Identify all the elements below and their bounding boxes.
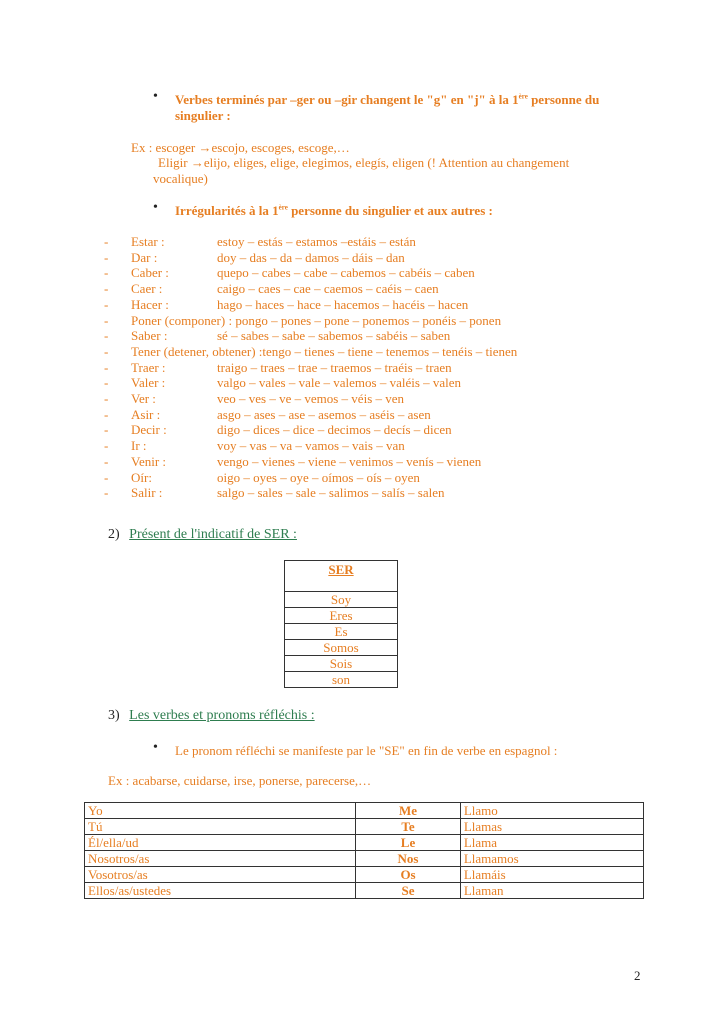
section3-heading: [108, 708, 315, 724]
dash-marker: -: [104, 343, 109, 359]
verb-name: Dar :: [131, 249, 158, 265]
subject-cell: Nosotros/as: [85, 851, 356, 867]
pronoun-cell: Nos: [356, 851, 461, 867]
dash-marker: -: [104, 281, 109, 297]
verb-name: Tener (detener, obtener) :tengo – tienes – tiene – tenemos – tenéis – tienen: [131, 343, 518, 359]
dash-marker: -: [104, 234, 109, 249]
verb-name: Decir :: [131, 422, 167, 438]
dash-marker: -: [104, 453, 109, 469]
section3-example: Ex : acabarse, cuidarse, irse, ponerse, parecerse,…: [108, 773, 372, 788]
dash-marker: -: [104, 265, 109, 281]
ser-form-cell: Es: [285, 624, 397, 640]
dash-marker: -: [104, 249, 109, 265]
bullet-icon: •: [153, 89, 158, 104]
ser-table-header: [285, 561, 397, 592]
verb-forms: sé – sabes – sabe – sabemos – sabéis – saben: [217, 328, 451, 344]
verb-forms: doy – das – da – damos – dáis – dan: [217, 249, 405, 265]
pronoun-cell: Me: [356, 803, 461, 819]
verb-forms: oigo – oyes – oye – oímos – oís – oyen: [217, 469, 420, 485]
verb-name: Hacer :: [131, 296, 169, 312]
dash-marker: -: [104, 328, 109, 344]
bullet1-text-line1: [175, 92, 599, 108]
verb-cell: Llamáis: [460, 867, 643, 883]
verb-forms: traigo – traes – trae – traemos – traéis – traen: [217, 359, 452, 375]
verb-name: Valer :: [131, 375, 166, 391]
verb-name: Ver :: [131, 391, 156, 406]
verb-name: Asir :: [131, 406, 161, 422]
verb-forms: estoy – estás – estamos –estáis – están: [217, 234, 416, 249]
subject-cell: Vosotros/as: [85, 867, 356, 883]
example2-prefix: Eligir: [158, 155, 191, 170]
bullet2-text: [175, 203, 493, 219]
dash-marker: -: [104, 391, 109, 406]
verb-forms: asgo – ases – ase – asemos – aséis – asen: [217, 406, 431, 422]
bullet1-text-end: personne du: [527, 92, 600, 107]
bullet1-text: Verbes terminés par –ger ou –gir changent le "g" en "j" à la 1: [175, 92, 519, 107]
verb-cell: Llaman: [460, 883, 643, 899]
example-prefix: Ex : escoger: [131, 140, 199, 155]
ser-form-cell: Soy: [285, 592, 397, 608]
section2-heading: [108, 527, 297, 543]
dash-marker: -: [104, 485, 109, 501]
table-row: [85, 867, 644, 883]
example-suffix: escojo, escoges, escoge,…: [211, 140, 350, 155]
verb-forms: valgo – vales – vale – valemos – valéis – valen: [217, 375, 462, 391]
bullet1-text-line2: singulier :: [175, 108, 231, 123]
table-row: [85, 883, 644, 899]
verb-name: Oír:: [131, 469, 152, 485]
bullet-icon: •: [153, 740, 158, 755]
table-row: [85, 803, 644, 819]
example-line1: [131, 140, 350, 156]
example-line2: [158, 155, 569, 171]
ser-header-label: SER: [328, 562, 354, 577]
pronoun-cell: Os: [356, 867, 461, 883]
verb-cell: Llamo: [460, 803, 643, 819]
arrow-right-icon: →: [198, 140, 212, 155]
pronoun-cell: Te: [356, 819, 461, 835]
verb-forms: caigo – caes – cae – caemos – caéis – caen: [217, 281, 439, 297]
dash-marker: -: [104, 469, 109, 485]
subject-cell: Él/ella/ud: [85, 835, 356, 851]
section3-bullet-text: Le pronom réfléchi se manifeste par le "SE" en fin de verbe en espagnol :: [175, 743, 558, 758]
ser-form-cell: Eres: [285, 608, 397, 624]
bullet2-sup: ère: [278, 203, 288, 212]
ser-form-cell: Somos: [285, 640, 397, 656]
subject-cell: Ellos/as/ustedes: [85, 883, 356, 899]
pronoun-cell: Se: [356, 883, 461, 899]
section2-number: 2): [108, 527, 120, 542]
verb-cell: Llama: [460, 835, 643, 851]
section3-number: 3): [108, 708, 120, 723]
page-number: 2: [634, 968, 641, 983]
dash-marker: -: [104, 312, 109, 328]
table-row: [85, 819, 644, 835]
verb-forms: voy – vas – va – vamos – vais – van: [217, 438, 405, 454]
verb-name: Caer :: [131, 281, 163, 297]
dash-marker: -: [104, 296, 109, 312]
bullet1-sup: ère: [518, 92, 528, 101]
dash-marker: -: [104, 359, 109, 375]
verb-forms: salgo – sales – sale – salimos – salís – salen: [217, 485, 445, 501]
verb-name: Traer :: [131, 359, 166, 375]
verb-cell: Llamamos: [460, 851, 643, 867]
verb-name: Poner (componer) : pongo – pones – pone – ponemos – ponéis – ponen: [131, 312, 502, 328]
table-row: [85, 835, 644, 851]
ser-cells: [285, 592, 397, 687]
ser-form-cell: Sois: [285, 656, 397, 672]
example-line3: vocalique): [153, 171, 208, 186]
ser-form-cell: son: [331, 672, 351, 687]
reflexive-table: [84, 802, 644, 899]
verb-forms: vengo – vienes – viene – venimos – venís – vienen: [217, 453, 482, 469]
reflexive-table-body: [85, 803, 644, 899]
section3-title: Les verbes et pronoms réfléchis :: [129, 708, 315, 723]
verb-name: Ir :: [131, 438, 147, 454]
verb-name: Salir :: [131, 485, 163, 501]
table-row: [85, 851, 644, 867]
verb-name: Saber :: [131, 328, 168, 344]
dash-marker: -: [104, 422, 109, 438]
example2-suffix: elijo, eliges, elige, elegimos, elegís, eligen (! Attention au changement: [203, 155, 570, 170]
arrow-right-icon: →: [190, 155, 204, 170]
ser-table: [284, 560, 398, 688]
section2-title: Présent de l'indicatif de SER :: [129, 527, 297, 542]
dash-marker: -: [104, 375, 109, 391]
verb-forms: veo – ves – ve – vemos – véis – ven: [217, 391, 405, 406]
bullet2-end: personne du singulier et aux autres :: [287, 203, 493, 218]
verb-name: Venir :: [131, 453, 167, 469]
verb-forms: digo – dices – dice – decimos – decís – dicen: [217, 422, 452, 438]
bullet-icon: •: [153, 200, 158, 215]
verb-cell: Llamas: [460, 819, 643, 835]
pronoun-cell: Le: [356, 835, 461, 851]
verb-name: Caber :: [131, 265, 169, 281]
verb-forms: hago – haces – hace – hacemos – hacéis – hacen: [217, 296, 469, 312]
subject-cell: Tú: [85, 819, 356, 835]
verb-forms: quepo – cabes – cabe – cabemos – cabéis – caben: [217, 265, 475, 281]
verb-name: Estar :: [131, 234, 165, 249]
subject-cell: Yo: [85, 803, 356, 819]
dash-marker: -: [104, 406, 109, 422]
dash-marker: -: [104, 438, 109, 454]
bullet2-start: Irrégularités à la 1: [175, 203, 279, 218]
